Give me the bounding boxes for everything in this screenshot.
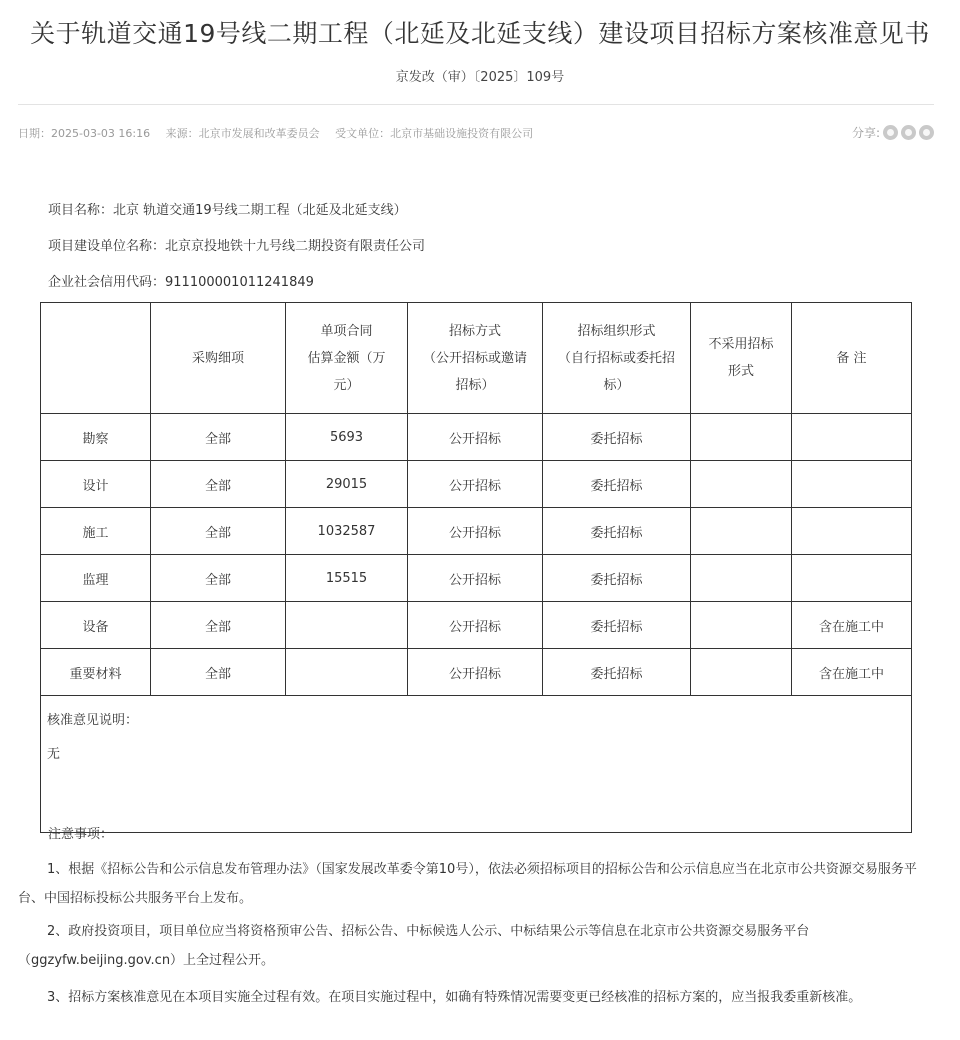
share-label: 分享:: [851, 126, 880, 140]
table-header-row: [41, 303, 912, 414]
header-amount: [286, 303, 408, 414]
weibo-icon[interactable]: [901, 125, 916, 140]
header-amount-line1: 单项合同: [320, 323, 373, 339]
cell-method: 公开招标: [408, 649, 543, 696]
cell-method: 公开招标: [408, 508, 543, 555]
project-builder: 项目建设单位名称：北京京投地铁十九号线二期投资有限责任公司: [48, 239, 426, 254]
cell-org: 委托招标: [543, 414, 691, 461]
cell-detail: 全部: [151, 602, 286, 649]
table-row: [41, 508, 912, 555]
cell-no-bid: [691, 649, 792, 696]
credit-code: 企业社会信用代码：911100001011241849: [48, 275, 314, 290]
cell-item: 施工: [41, 508, 151, 555]
cell-org: 委托招标: [543, 555, 691, 602]
header-org-line1: 招标组织形式: [577, 323, 656, 339]
cell-org: 委托招标: [543, 461, 691, 508]
header-item: [41, 303, 151, 414]
header-no-bid: [691, 303, 792, 414]
header-amount-line2: 估算金额（万: [307, 350, 386, 366]
cell-amount: 15515: [286, 555, 408, 602]
cell-no-bid: [691, 461, 792, 508]
approval-text: 无: [47, 747, 61, 762]
header-method-line3: 招标）: [455, 377, 495, 393]
tender-table: [40, 302, 912, 833]
header-divider: [18, 104, 934, 105]
header-org-line3: 标）: [603, 377, 630, 393]
table-row: [41, 602, 912, 649]
header-amount-line3: 元）: [333, 377, 360, 393]
cell-remark: [792, 508, 912, 555]
header-method-line2: （公开招标或邀请: [422, 350, 527, 366]
header-no-bid-line2: 形式: [727, 364, 754, 379]
header-detail: 采购细项: [151, 303, 286, 414]
table-row: [41, 555, 912, 602]
approval-label: 核准意见说明：: [47, 713, 139, 728]
cell-item: 勘察: [41, 414, 151, 461]
header-remark: 备 注: [792, 303, 912, 414]
cell-amount: [286, 649, 408, 696]
cell-org: 委托招标: [543, 602, 691, 649]
recipient: 受文单位：北京市基础设施投资有限公司: [335, 127, 534, 140]
cell-detail: 全部: [151, 461, 286, 508]
page-title: 关于轨道交通19号线二期工程（北延及北延支线）建设项目招标方案核准意见书: [30, 19, 930, 48]
header-method-line1: 招标方式: [448, 323, 501, 339]
cell-org: 委托招标: [543, 508, 691, 555]
approval-row: [41, 696, 912, 833]
cell-amount: 29015: [286, 461, 408, 508]
note-item-3: 3、招标方案核准意见在本项目实施全过程有效。在项目实施过程中，如确有特殊情况需要变更已经核准的招标方案的，应当报我委重新核准。: [47, 990, 862, 1005]
cell-amount: [286, 602, 408, 649]
wechat-icon[interactable]: [883, 125, 898, 140]
cell-method: 公开招标: [408, 555, 543, 602]
cell-amount: 1032587: [286, 508, 408, 555]
notes-heading: 注意事项：: [48, 827, 114, 842]
cell-method: 公开招标: [408, 414, 543, 461]
document-number: 京发改（审）〔2025〕109号: [395, 70, 565, 85]
publish-date: 日期：2025-03-03 16:16: [18, 127, 151, 140]
share-bar: [852, 124, 934, 141]
header-org: [543, 303, 691, 414]
cell-item: 设备: [41, 602, 151, 649]
approval-note-cell: [41, 696, 912, 833]
note-item-2: 2、政府投资项目，项目单位应当将资格预审公告、招标公告、中标候选人公示、中标结果公示等信息在北京市公共资源交易服务平台（ggzyfw.beijing.gov.cn）上全过程公开。: [18, 924, 810, 968]
note-item-1: 1、根据《招标公告和公示信息发布管理办法》（国家发展改革委令第10号），依法必须招标项目的招标公告和公示信息应当在北京市公共资源交易服务平台、中国招标投标公共服务平台上发布。: [18, 862, 917, 906]
header-org-line2: （自行招标或委托招: [557, 350, 675, 366]
cell-detail: 全部: [151, 414, 286, 461]
cell-remark: [792, 414, 912, 461]
cell-remark: [792, 555, 912, 602]
cell-detail: 全部: [151, 555, 286, 602]
source: 来源：北京市发展和改革委员会: [165, 127, 320, 140]
cell-amount: 5693: [286, 414, 408, 461]
cell-org: 委托招标: [543, 649, 691, 696]
cell-method: 公开招标: [408, 602, 543, 649]
table-row: [41, 414, 912, 461]
project-name: 项目名称：北京 轨道交通19号线二期工程（北延及北延支线）: [48, 203, 407, 218]
cell-detail: 全部: [151, 649, 286, 696]
cell-item: 设计: [41, 461, 151, 508]
meta-line: [18, 125, 545, 141]
cell-no-bid: [691, 508, 792, 555]
cell-remark: 含在施工中: [792, 602, 912, 649]
cell-item: 重要材料: [41, 649, 151, 696]
cell-no-bid: [691, 414, 792, 461]
cell-no-bid: [691, 555, 792, 602]
cell-no-bid: [691, 602, 792, 649]
cell-detail: 全部: [151, 508, 286, 555]
qzone-icon[interactable]: [919, 125, 934, 140]
cell-method: 公开招标: [408, 461, 543, 508]
table-row: [41, 649, 912, 696]
header-no-bid-line1: 不采用招标: [708, 337, 774, 352]
table-row: [41, 461, 912, 508]
cell-remark: [792, 461, 912, 508]
cell-item: 监理: [41, 555, 151, 602]
cell-remark: 含在施工中: [792, 649, 912, 696]
header-method: [408, 303, 543, 414]
